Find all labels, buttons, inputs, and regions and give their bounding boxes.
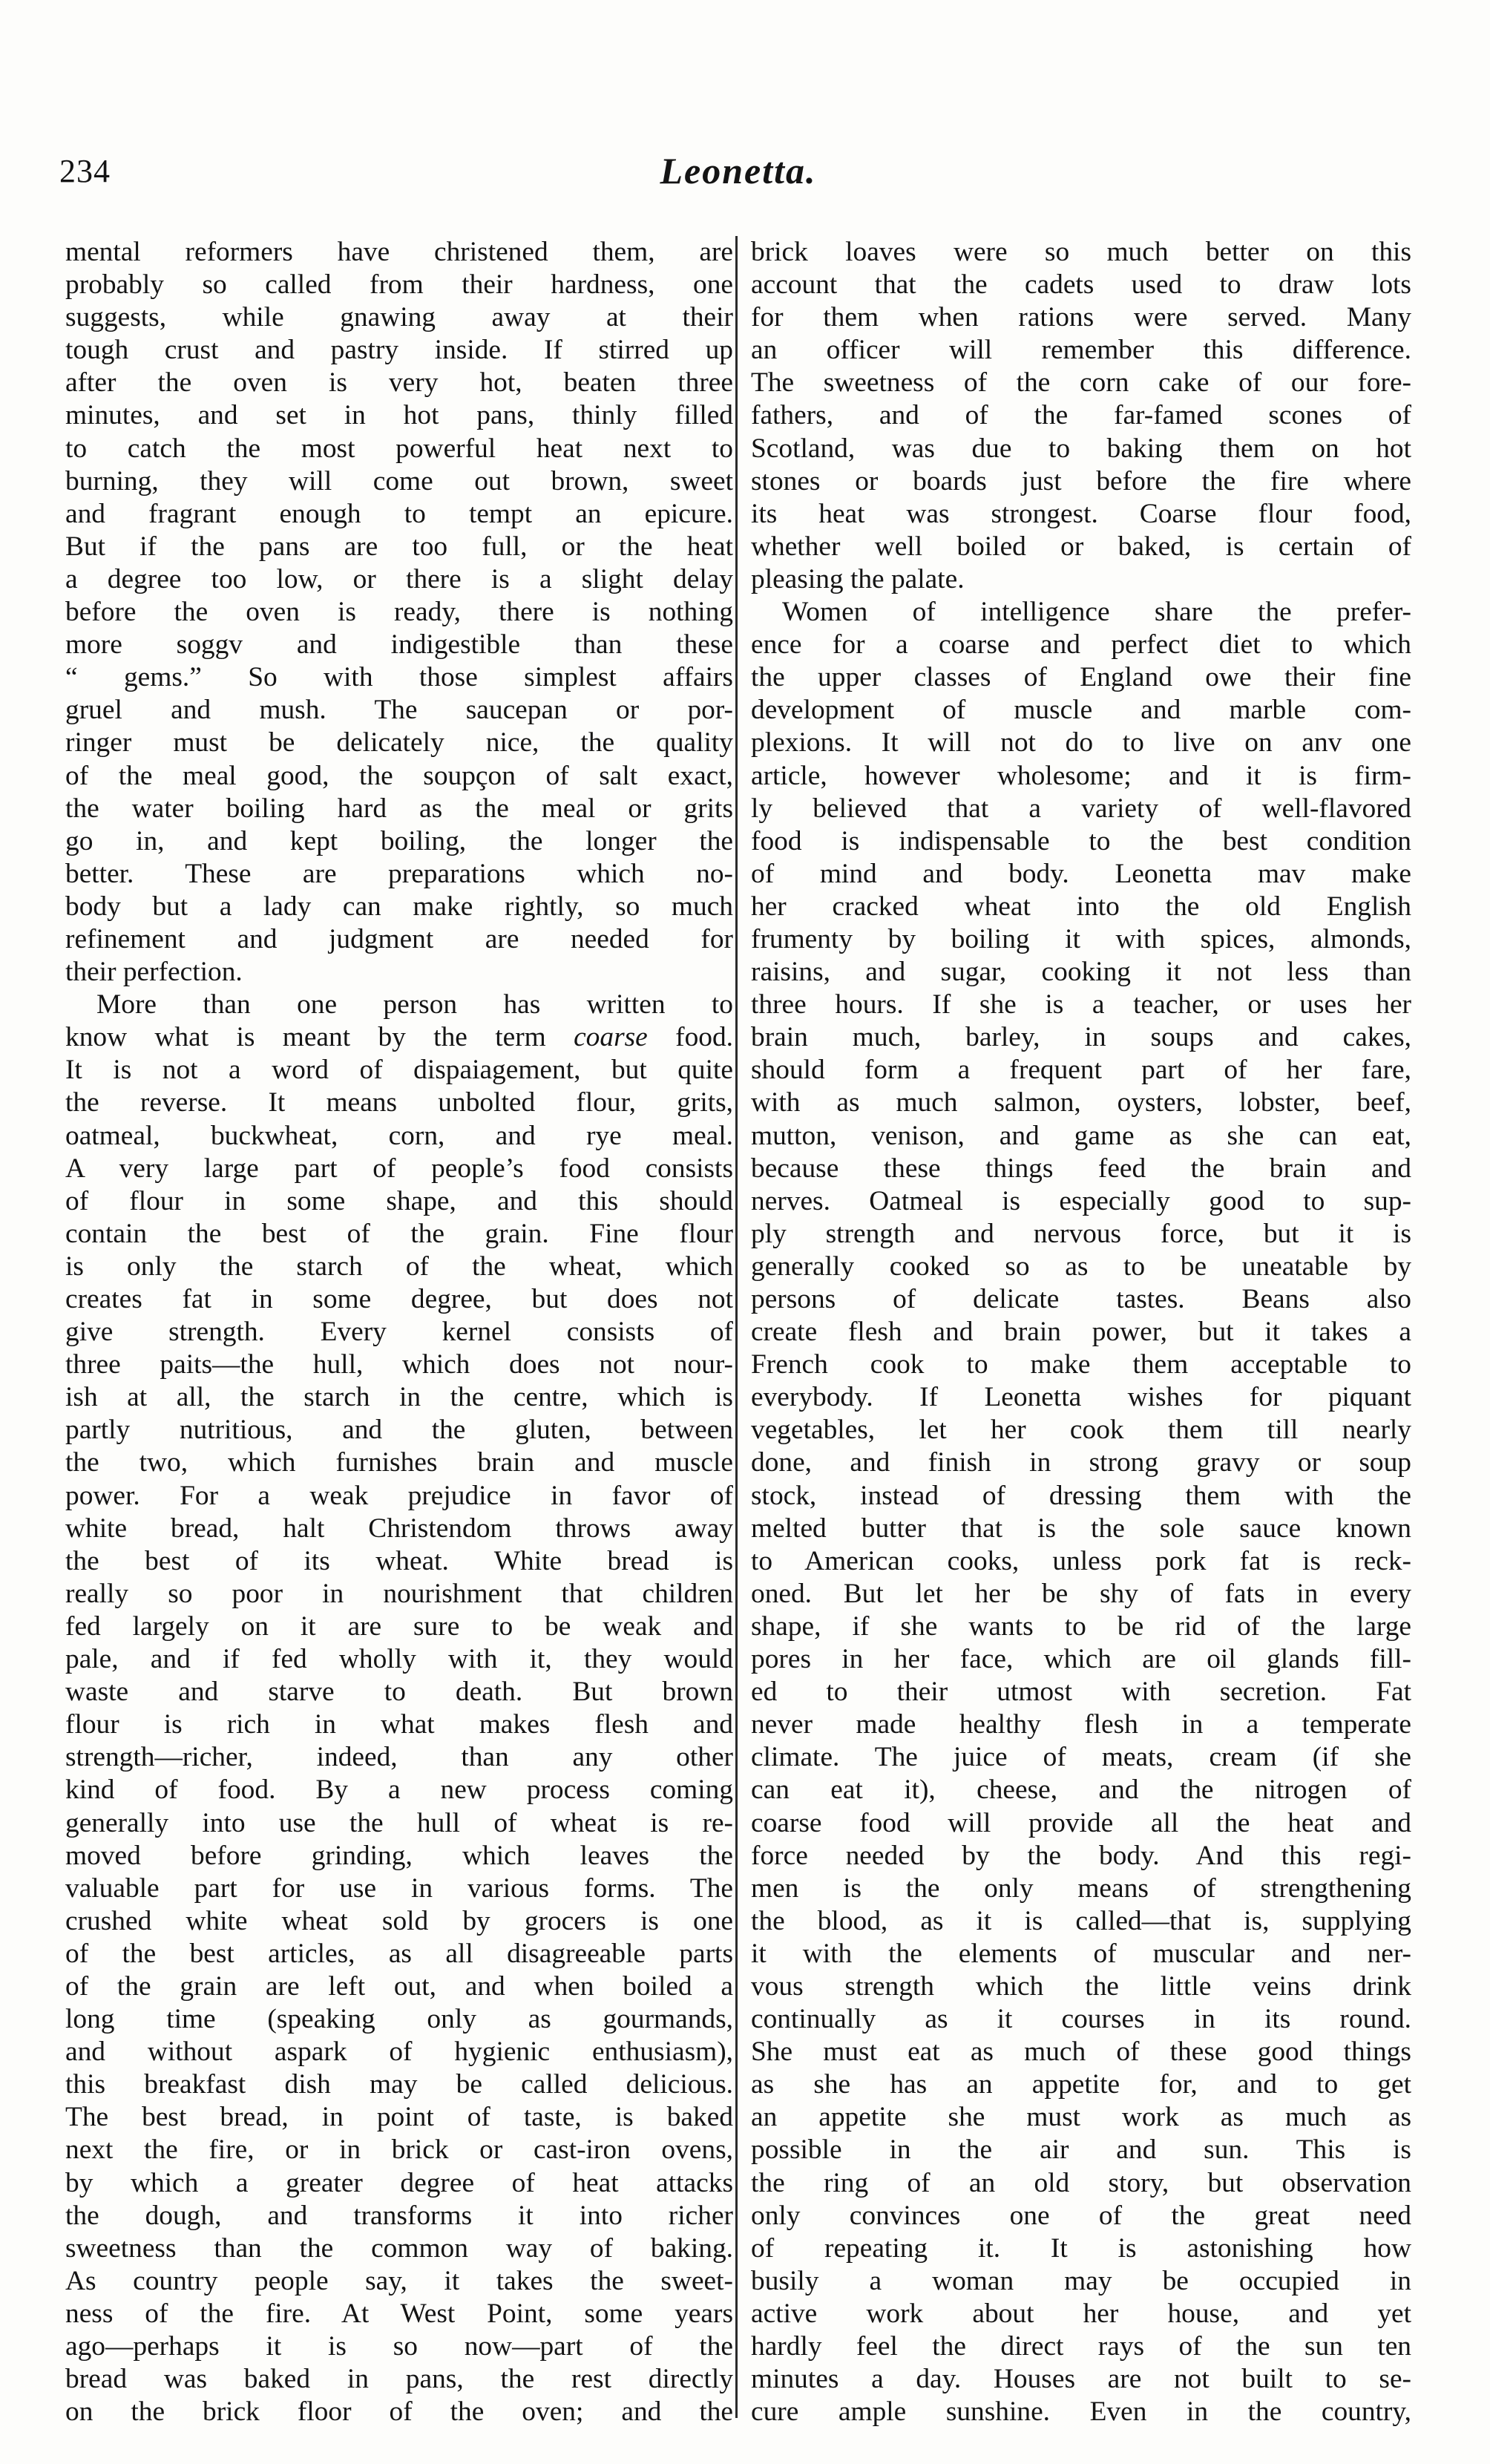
text-line: active work about her house, and yet (751, 2298, 1411, 2329)
text-line: go in, and kept boiling, the longer the (65, 825, 733, 856)
text-line: after the oven is very hot, beaten three (65, 367, 733, 399)
text-line: the upper classes of England owe their fine (751, 662, 1411, 693)
text-line: shape, if she wants to be rid of the large (751, 1611, 1411, 1642)
text-line: everybody. If Leonetta wishes for piquant (751, 1382, 1411, 1413)
text-line: ly believed that a variety of well-flavored (751, 793, 1411, 824)
text-line: busily a woman may be occupied in (751, 2265, 1411, 2296)
text-line: the two, which furnishes brain and muscle (65, 1447, 733, 1478)
text-line: create flesh and brain power, but it takes a (751, 1317, 1411, 1348)
text-line: force needed by the body. And this regi- (751, 1840, 1411, 1871)
text-line: their perfection. (65, 957, 243, 988)
page-header (59, 152, 1417, 204)
text-line: plexions. It will not do to live on anv one (751, 727, 1411, 758)
text-line: waste and starve to death. But brown (65, 1677, 733, 1708)
text-line: more soggv and indigestible than these (65, 629, 733, 661)
text-line: stock, instead of dressing them with the (751, 1480, 1411, 1511)
text-line: fed largely on it are sure to be weak and (65, 1611, 733, 1642)
text-line: strength—richer, indeed, than any other (65, 1742, 733, 1773)
text-line: the blood, as it is called—that is, supplying (751, 1905, 1411, 1936)
text-line: generally into use the hull of wheat is re- (65, 1807, 733, 1838)
text-line: better. These are preparations which no- (65, 858, 733, 889)
left-column (65, 236, 733, 2428)
text-line: of flour in some shape, and this should (65, 1185, 733, 1216)
text-line: probably so called from their hardness, one (65, 269, 733, 301)
text-line: only convinces one of the great need (751, 2200, 1411, 2231)
right-column (751, 236, 1411, 2428)
text-line: stones or boards just before the fire where (751, 465, 1411, 497)
text-line: with as much salmon, oysters, lobster, beef, (751, 1087, 1411, 1118)
text-line: pale, and if fed wholly with it, they would (65, 1644, 733, 1675)
text-line: “ gems.” So with those simplest affairs (65, 662, 733, 693)
text-line: three hours. If she is a teacher, or uses her (751, 989, 1411, 1020)
text-line: ago—perhaps it is so now—part of the (65, 2331, 733, 2362)
text-line: minutes a day. Houses are not built to se- (751, 2364, 1411, 2395)
text-line: A very large part of people’s food consists (65, 1153, 733, 1184)
text-line: the dough, and transforms it into richer (65, 2200, 733, 2231)
text-line: frumenty by boiling it with spices, almonds, (751, 923, 1411, 954)
text-line: give strength. Every kernel consists of (65, 1317, 733, 1348)
text-line: creates fat in some degree, but does not (65, 1284, 733, 1314)
page-number: 234 (59, 153, 111, 189)
text-line: mutton, venison, and game as she can eat, (751, 1120, 1411, 1151)
text-line: brick loaves were so much better on this (751, 237, 1411, 267)
text-line: burning, they will come out brown, sweet (65, 465, 733, 497)
text-line: contain the best of the grain. Fine flour (65, 1218, 733, 1249)
text-line: account that the cadets used to draw lots (751, 269, 1411, 301)
text-line: really so poor in nourishment that children (65, 1578, 733, 1609)
text-line: on the brick floor of the oven; and the (65, 2396, 733, 2428)
column-divider (735, 236, 738, 2418)
text-line: flour is rich in what makes flesh and (65, 1709, 733, 1740)
text-line: before the oven is ready, there is nothing (65, 597, 733, 628)
text-line: brain much, barley, in soups and cakes, (751, 1022, 1411, 1053)
text-line: the water boiling hard as the meal or grits (65, 793, 733, 824)
text-line: a degree too low, or there is a slight delay (65, 563, 733, 594)
text-line: is only the starch of the wheat, which (65, 1251, 733, 1282)
text-line: refinement and judgment are needed for (65, 923, 733, 954)
text-line: an officer will remember this difference. (751, 335, 1411, 366)
text-line: pleasing the palate. (751, 563, 965, 594)
text-line: ish at all, the starch in the centre, which is (65, 1382, 733, 1413)
text-line: as she has an appetite for, and to get (751, 2069, 1411, 2100)
text-line: and without aspark of hygienic enthusiasm), (65, 2037, 733, 2068)
text-line: this breakfast dish may be called delicious. (65, 2069, 733, 2100)
text-line: But if the pans are too full, or the heat (65, 531, 733, 562)
text-line: food is indispensable to the best condition (751, 825, 1411, 856)
text-line: long time (speaking only as gourmands, (65, 2004, 733, 2035)
text-line: men is the only means of strengthening (751, 1872, 1411, 1904)
text-line: power. For a weak prejudice in favor of (65, 1480, 733, 1511)
text-line: It is not a word of dispaiagement, but quite (65, 1055, 733, 1086)
text-line: French cook to make them acceptable to (751, 1349, 1411, 1380)
text-line: three paits—the hull, which does not nour- (65, 1349, 733, 1380)
text-line: mental reformers have christened them, are (65, 237, 733, 267)
text-line: never made healthy flesh in a temperate (751, 1709, 1411, 1740)
text-line: tough crust and pastry inside. If stirred up (65, 335, 733, 366)
text-line: climate. The juice of meats, cream (if she (751, 1742, 1411, 1773)
text-line: Scotland, was due to baking them on hot (751, 433, 1411, 464)
text-line: possible in the air and sun. This is (751, 2134, 1411, 2166)
text-line: oned. But let her be shy of fats in every (751, 1578, 1411, 1609)
text-line: of the meal good, the soupçon of salt exact, (65, 760, 733, 791)
text-line: nerves. Oatmeal is especially good to sup- (751, 1185, 1411, 1216)
text-line: of repeating it. It is astonishing how (751, 2232, 1411, 2264)
text-line: article, however wholesome; and it is firm- (751, 760, 1411, 791)
text-line: her cracked wheat into the old English (751, 891, 1411, 922)
text-line: As country people say, it takes the sweet- (65, 2265, 733, 2296)
text-line: and fragrant enough to tempt an epicure. (65, 498, 733, 529)
text-line: cure ample sunshine. Even in the country, (751, 2396, 1411, 2428)
text-line: bread was baked in pans, the rest directly (65, 2364, 733, 2395)
text-line: development of muscle and marble com- (751, 695, 1411, 726)
text-line: because these things feed the brain and (751, 1153, 1411, 1184)
text-line: vous strength which the little veins drink (751, 1970, 1411, 2002)
text-line: an appetite she must work as much as (751, 2102, 1411, 2133)
text-line: body but a lady can make rightly, so much (65, 891, 733, 922)
text-line: can eat it), cheese, and the nitrogen of (751, 1775, 1411, 1806)
text-line: raisins, and sugar, cooking it not less than (751, 957, 1411, 988)
text-line: gruel and mush. The saucepan or por- (65, 695, 733, 726)
text-line: pores in her face, which are oil glands fill- (751, 1644, 1411, 1675)
text-line: of the grain are left out, and when boiled a (65, 1970, 733, 2002)
text-line: generally cooked so as to be uneatable by (751, 1251, 1411, 1282)
text-line: its heat was strongest. Coarse flour food, (751, 498, 1411, 529)
text-line: The sweetness of the corn cake of our fore- (751, 367, 1411, 399)
text-line: Women of intelligence share the prefer- (782, 597, 1411, 628)
text-line: whether well boiled or baked, is certain of (751, 531, 1411, 562)
text-line: kind of food. By a new process coming (65, 1775, 733, 1806)
text-line: partly nutritious, and the gluten, between (65, 1415, 733, 1446)
text-line: know what is meant by the term coarse food. (65, 1022, 733, 1053)
text-line: for them when rations were served. Many (751, 302, 1411, 333)
text-line: ness of the fire. At West Point, some years (65, 2298, 733, 2329)
text-line: ringer must be delicately nice, the quality (65, 727, 733, 758)
text-line: sweetness than the common way of baking. (65, 2232, 733, 2264)
text-line: of mind and body. Leonetta mav make (751, 858, 1411, 889)
text-line: The best bread, in point of taste, is baked (65, 2102, 733, 2133)
text-line: crushed white wheat sold by grocers is one (65, 1905, 733, 1936)
text-line: should form a frequent part of her fare, (751, 1055, 1411, 1086)
running-title: Leonetta. (660, 150, 817, 191)
text-line: melted butter that is the sole sauce known (751, 1513, 1411, 1544)
text-line: ply strength and nervous force, but it is (751, 1218, 1411, 1249)
text-line: minutes, and set in hot pans, thinly filled (65, 400, 733, 431)
text-line: of the best articles, as all disagreeable parts (65, 1938, 733, 1969)
text-line: valuable part for use in various forms. The (65, 1872, 733, 1904)
text-line: white bread, halt Christendom throws away (65, 1513, 733, 1544)
text-line: the reverse. It means unbolted flour, grits, (65, 1087, 733, 1118)
text-line: next the fire, or in brick or cast-iron ovens, (65, 2134, 733, 2166)
text-line: She must eat as much of these good things (751, 2037, 1411, 2068)
text-line: continually as it courses in its round. (751, 2004, 1411, 2035)
text-line: persons of delicate tastes. Beans also (751, 1284, 1411, 1314)
text-line: More than one person has written to (96, 989, 733, 1020)
text-line: the best of its wheat. White bread is (65, 1545, 733, 1576)
text-line: ed to their utmost with secretion. Fat (751, 1677, 1411, 1708)
text-line: by which a greater degree of heat attacks (65, 2167, 733, 2198)
text-line: vegetables, let her cook them till nearly (751, 1415, 1411, 1446)
text-line: hardly feel the direct rays of the sun ten (751, 2331, 1411, 2362)
text-line: coarse food will provide all the heat and (751, 1807, 1411, 1838)
text-line: suggests, while gnawing away at their (65, 302, 733, 333)
text-line: done, and finish in strong gravy or soup (751, 1447, 1411, 1478)
text-line: to catch the most powerful heat next to (65, 433, 733, 464)
text-line: the ring of an old story, but observation (751, 2167, 1411, 2198)
text-line: moved before grinding, which leaves the (65, 1840, 733, 1871)
text-line: it with the elements of muscular and ner- (751, 1938, 1411, 1969)
text-line: oatmeal, buckwheat, corn, and rye meal. (65, 1120, 733, 1151)
text-line: to American cooks, unless pork fat is reck- (751, 1545, 1411, 1576)
text-line: ence for a coarse and perfect diet to which (751, 629, 1411, 661)
text-line: fathers, and of the far-famed scones of (751, 400, 1411, 431)
